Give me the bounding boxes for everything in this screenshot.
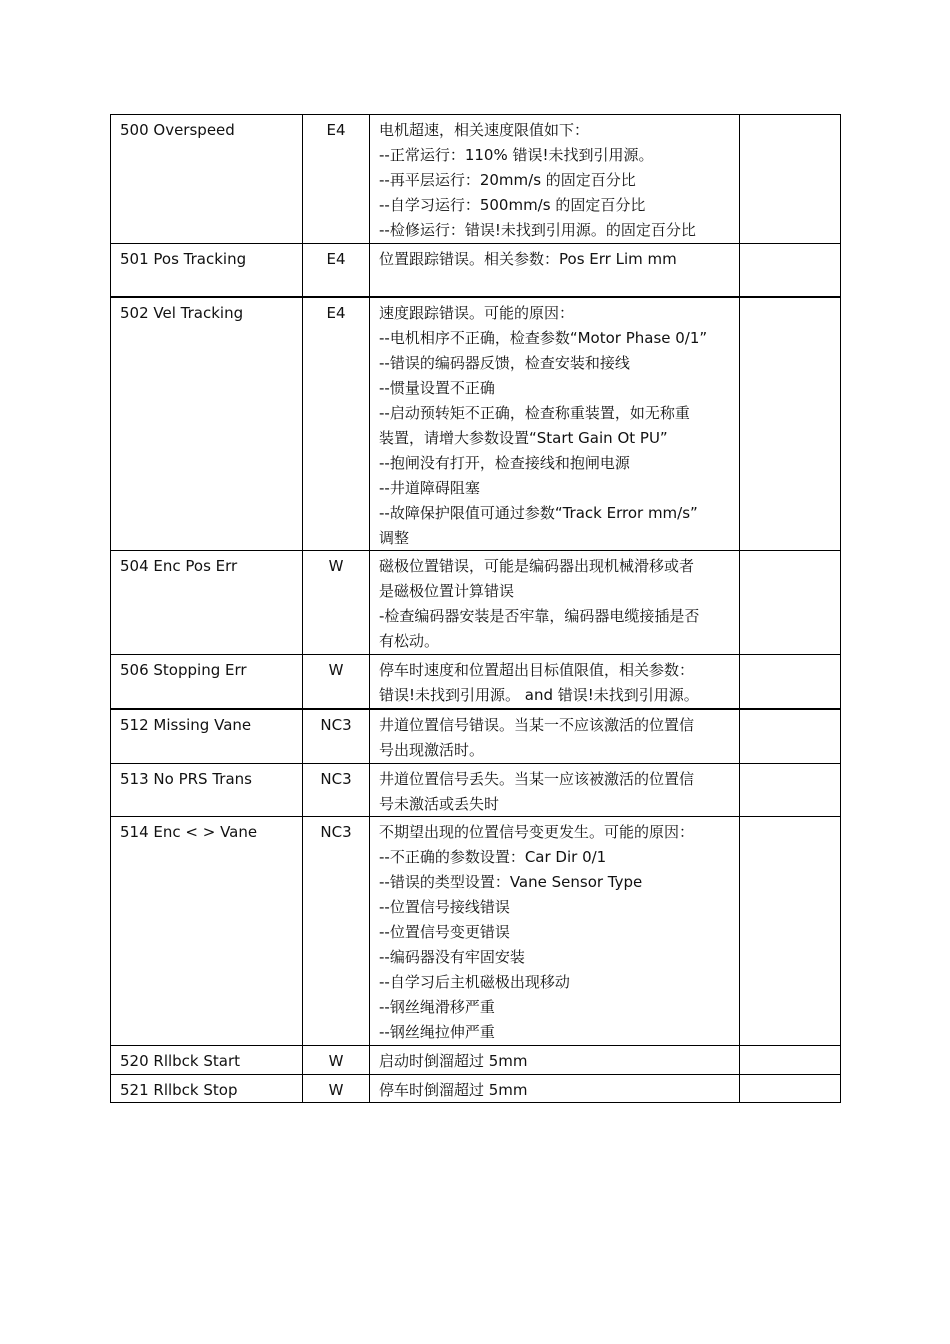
- fault-code-cell: [111, 115, 303, 244]
- fault-code-cell: [111, 297, 303, 551]
- description-line: --正常运行：110% 错误!未找到引用源。: [379, 145, 654, 164]
- table-row: [111, 297, 841, 551]
- fault-code: 501 Pos Tracking: [120, 249, 247, 268]
- fault-level-cell: [303, 115, 370, 244]
- description-line: --启动预转矩不正确，检查称重装置，如无称重: [379, 403, 690, 422]
- description-line: 是磁极位置计算错误: [379, 582, 515, 601]
- fault-code: 520 Rllbck Start: [120, 1051, 241, 1070]
- fault-level-cell: [303, 1045, 370, 1074]
- fault-level-cell: [303, 709, 370, 763]
- fault-level: E4: [326, 249, 346, 268]
- table-row: [111, 1074, 841, 1103]
- fault-description-cell: [370, 243, 740, 297]
- fault-note-cell: [740, 551, 841, 655]
- fault-description-cell: [370, 297, 740, 551]
- fault-level-cell: [303, 551, 370, 655]
- description-line: --井道障碍阻塞: [379, 478, 480, 497]
- description-line: --位置信号变更错误: [379, 923, 510, 942]
- fault-note-cell: [740, 817, 841, 1045]
- description-line: --错误的编码器反馈，检查安装和接线: [379, 354, 630, 373]
- fault-level: E4: [326, 304, 346, 323]
- description-line: 停车时倒溜超过 5mm: [379, 1080, 528, 1099]
- fault-code: 514 Enc < > Vane: [120, 823, 258, 842]
- fault-note-cell: [740, 115, 841, 244]
- fault-level-cell: [303, 243, 370, 297]
- description-line: 井道位置信号丢失。当某一应该被激活的位置信: [379, 769, 695, 788]
- fault-note-cell: [740, 1074, 841, 1103]
- fault-code: 521 Rllbck Stop: [120, 1080, 238, 1099]
- description-line: --惯量设置不正确: [379, 379, 495, 398]
- fault-description-cell: [370, 763, 740, 817]
- fault-code-cell: [111, 655, 303, 709]
- fault-level: W: [328, 661, 344, 680]
- description-line: 启动时倒溜超过 5mm: [379, 1051, 528, 1070]
- fault-code-table-body: [111, 115, 841, 1103]
- fault-code: 513 No PRS Trans: [120, 769, 252, 788]
- fault-level: W: [328, 1051, 344, 1070]
- table-row: [111, 709, 841, 763]
- fault-level: NC3: [320, 823, 352, 842]
- table-row: [111, 243, 841, 297]
- description-line: --钢丝绳拉伸严重: [379, 1022, 495, 1041]
- fault-description-cell: [370, 551, 740, 655]
- description-line: --抱闸没有打开，检查接线和抱闸电源: [379, 453, 630, 472]
- fault-note-cell: [740, 709, 841, 763]
- table-row: [111, 655, 841, 709]
- fault-level-cell: [303, 297, 370, 551]
- fault-code-cell: [111, 1074, 303, 1103]
- table-row: [111, 551, 841, 655]
- fault-code: 500 Overspeed: [120, 121, 235, 139]
- description-line: --不正确的参数设置：Car Dir 0/1: [379, 848, 607, 867]
- fault-code: 512 Missing Vane: [120, 715, 252, 734]
- description-line: 不期望出现的位置信号变更发生。可能的原因：: [379, 823, 695, 842]
- table-row: [111, 1045, 841, 1074]
- fault-level: NC3: [320, 715, 352, 734]
- fault-level: W: [328, 1080, 344, 1099]
- fault-code-cell: [111, 551, 303, 655]
- description-line: 位置跟踪错误。相关参数：Pos Err Lim mm: [379, 249, 677, 268]
- description-line: 号未激活或丢失时: [379, 794, 500, 813]
- fault-level: E4: [326, 121, 346, 139]
- fault-code: 502 Vel Tracking: [120, 304, 244, 323]
- description-line: --电机相序不正确，检查参数“Motor Phase 0/1”: [379, 329, 708, 348]
- description-line: --自学习运行：500mm/s 的固定百分比: [379, 195, 646, 214]
- description-line: 有松动。: [379, 632, 440, 651]
- fault-level: NC3: [320, 769, 352, 788]
- description-line: 磁极位置错误，可能是编码器出现机械滑移或者: [379, 557, 695, 576]
- table-row: [111, 115, 841, 244]
- description-line: --错误的类型设置：Vane Sensor Type: [379, 873, 643, 892]
- description-line: 井道位置信号错误。当某一不应该激活的位置信: [379, 715, 695, 734]
- table-row: [111, 763, 841, 817]
- fault-note-cell: [740, 655, 841, 709]
- description-line: --自学习后主机磁极出现移动: [379, 972, 570, 991]
- fault-code-cell: [111, 709, 303, 763]
- description-line: [379, 271, 730, 296]
- description-line: -检查编码器安装是否牢靠，编码器电缆接插是否: [379, 607, 700, 626]
- description-line: --故障保护限值可通过参数“Track Error mm/s”: [379, 503, 698, 522]
- description-line: 调整: [379, 528, 410, 547]
- fault-description-cell: [370, 115, 740, 244]
- description-line: --编码器没有牢固安装: [379, 948, 525, 966]
- fault-code-cell: [111, 1045, 303, 1074]
- fault-note-cell: [740, 243, 841, 297]
- description-line: --检修运行：错误!未找到引用源。的固定百分比: [379, 220, 696, 239]
- description-line: 停车时速度和位置超出目标值限值，相关参数：: [379, 661, 695, 680]
- description-line: 号出现激活时。: [379, 740, 485, 759]
- fault-description-cell: [370, 1045, 740, 1074]
- fault-code-cell: [111, 817, 303, 1045]
- description-line: 电机超速，相关速度限值如下：: [379, 121, 590, 139]
- description-line: --再平层运行：20mm/s 的固定百分比: [379, 170, 636, 189]
- table-row: [111, 817, 841, 1045]
- fault-note-cell: [740, 1045, 841, 1074]
- fault-level-cell: [303, 763, 370, 817]
- description-line: --位置信号接线错误: [379, 898, 510, 917]
- fault-code-cell: [111, 763, 303, 817]
- fault-level-cell: [303, 817, 370, 1045]
- fault-description-cell: [370, 1074, 740, 1103]
- description-line: --钢丝绳滑移严重: [379, 997, 495, 1016]
- description-line: 装置，请增大参数设置“Start Gain Ot PU”: [379, 428, 668, 447]
- description-line: 速度跟踪错误。可能的原因：: [379, 304, 575, 323]
- description-line: 错误!未找到引用源。 and 错误!未找到引用源。: [379, 685, 699, 704]
- fault-note-cell: [740, 763, 841, 817]
- fault-description-cell: [370, 817, 740, 1045]
- fault-level-cell: [303, 1074, 370, 1103]
- fault-code: 504 Enc Pos Err: [120, 557, 238, 576]
- fault-note-cell: [740, 297, 841, 551]
- fault-code: 506 Stopping Err: [120, 661, 247, 680]
- fault-description-cell: [370, 655, 740, 709]
- fault-code-cell: [111, 243, 303, 297]
- fault-level: W: [328, 557, 344, 576]
- fault-code-table: [110, 114, 841, 1103]
- fault-level-cell: [303, 655, 370, 709]
- fault-description-cell: [370, 709, 740, 763]
